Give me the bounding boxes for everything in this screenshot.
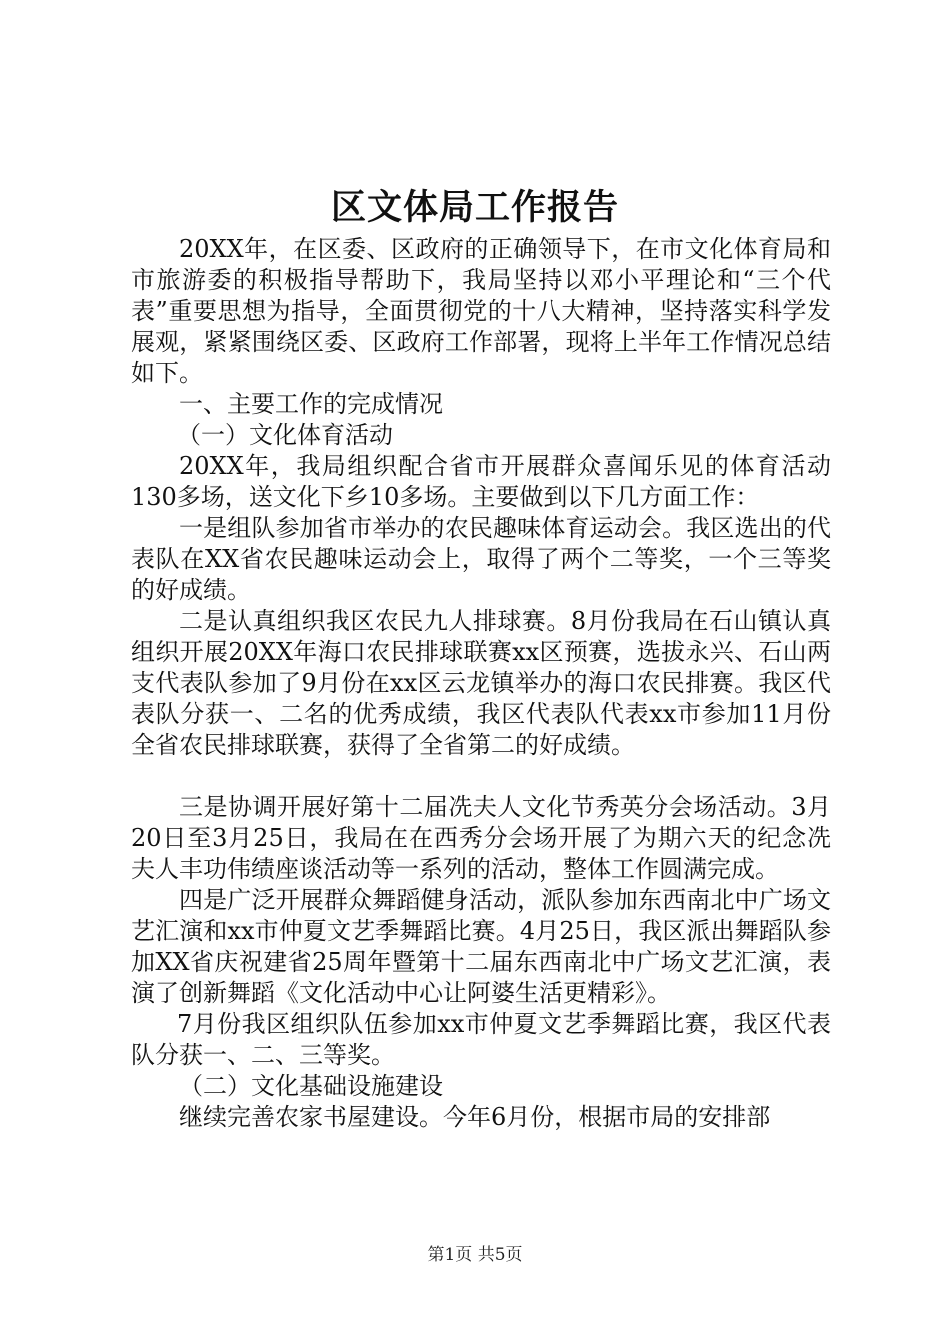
paragraph-july-contest: 7月份我区组织队伍参加xx市仲夏文艺季舞蹈比赛，我区代表队分获一、二、三等奖。 — [131, 1010, 831, 1069]
paragraph-item-four: 四是广泛开展群众舞蹈健身活动，派队参加东西南北中广场文艺汇演和xx市仲夏文艺季舞蹈比赛。4月25日，我区派出舞蹈队参加XX省庆祝建省25周年暨第十二届东西南北中广场文艺汇演，表演了创新舞蹈《文化活动中心让阿婆生活更精彩》。 — [131, 886, 831, 1007]
subheading-culture-sports: （一）文化体育活动 — [177, 421, 393, 449]
subheading-infrastructure: （二）文化基础设施建设 — [179, 1072, 443, 1100]
paragraph-intro: 20XX年，在区委、区政府的正确领导下，在市文化体育局和市旅游委的积极指导帮助下，我局坚持以邓小平理论和“三个代表”重要思想为指导，全面贯彻党的十八大精神，坚持落实科学发展观，紧紧围绕区委、区政府工作部署，现将上半年工作情况总结如下。 — [131, 235, 831, 387]
document-body — [131, 234, 831, 1133]
paragraph-item-two: 二是认真组织我区农民九人排球赛。8月份我局在石山镇认真组织开展20XX年海口农民排球联赛xx区预赛，选拔永兴、石山两支代表队参加了9月份在xx区云龙镇举办的海口农民排赛。我区代表队分获一、二名的优秀成绩，我区代表队代表xx市参加11月份全省农民排球联赛，获得了全省第二的好成绩。 — [131, 607, 831, 759]
paragraph-item-three: 三是协调开展好第十二届冼夫人文化节秀英分会场活动。3月20日至3月25日，我局在在西秀分会场开展了为期六天的纪念冼夫人丰功伟绩座谈活动等一系列的活动，整体工作圆满完成。 — [131, 793, 831, 883]
paragraph-activities-summary: 20XX年，我局组织配合省市开展群众喜闻乐见的体育活动130多场，送文化下乡10多场。主要做到以下几方面工作： — [131, 452, 831, 511]
heading-main-work: 一、主要工作的完成情况 — [179, 390, 443, 418]
paragraph-library-construction: 继续完善农家书屋建设。今年6月份，根据市局的安排部 — [179, 1103, 771, 1131]
page-number: 第1页 共5页 — [427, 1245, 523, 1265]
document-title: 区文体局工作报告 — [330, 187, 619, 228]
paragraph-item-one: 一是组队参加省市举办的农民趣味体育运动会。我区选出的代表队在XX省农民趣味运动会上，取得了两个二等奖，一个三等奖的好成绩。 — [131, 514, 831, 604]
